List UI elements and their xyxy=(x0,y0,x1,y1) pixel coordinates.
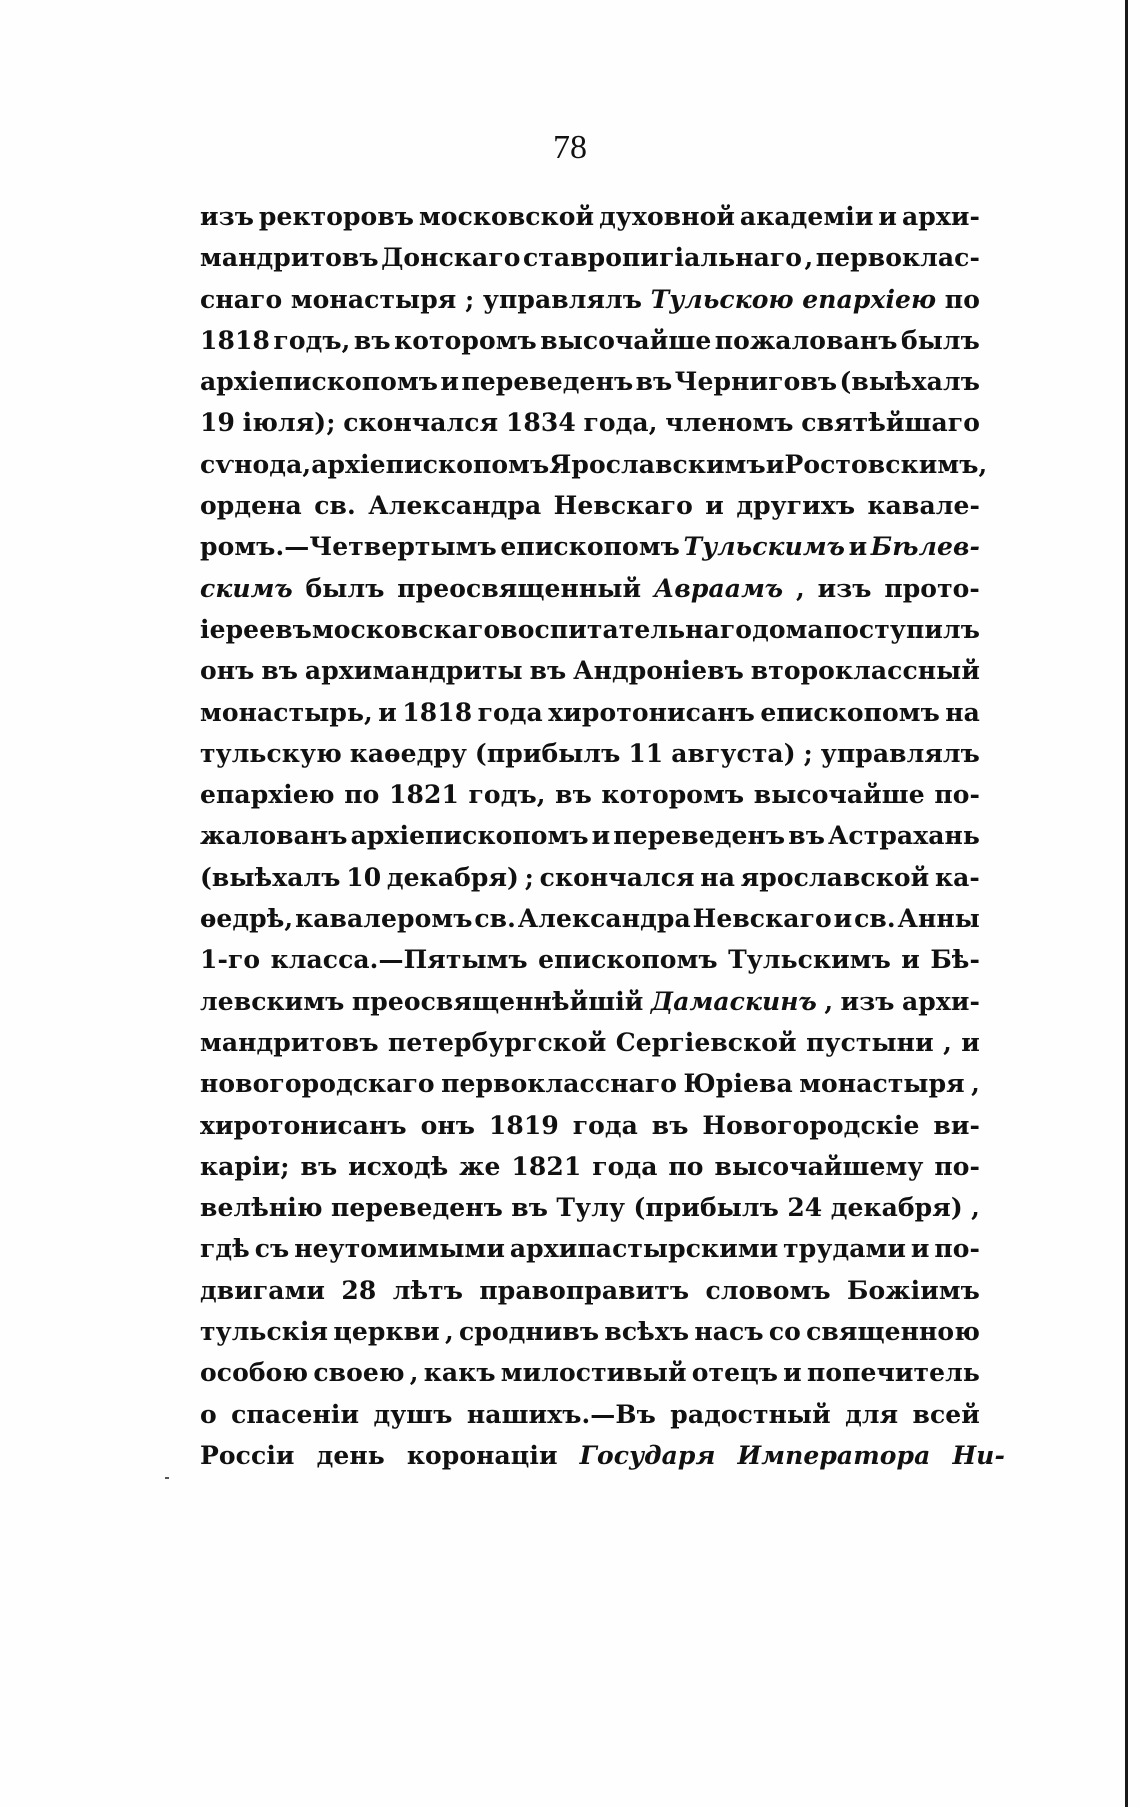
word: Невскаго xyxy=(553,491,693,521)
text-line xyxy=(200,1063,980,1104)
word: петербургской xyxy=(388,1027,607,1057)
word: , xyxy=(824,986,834,1016)
word: епископомъ xyxy=(538,945,718,975)
word: Анны xyxy=(897,904,980,934)
italic-word: Тульскою xyxy=(650,284,794,314)
word: правоправитъ xyxy=(479,1275,690,1305)
word: преосвященнѣйшій xyxy=(351,986,644,1016)
word: 19 xyxy=(200,408,235,438)
text-line xyxy=(200,692,980,733)
word: трудами xyxy=(783,1234,906,1264)
italic-word: Дамаскинъ xyxy=(650,986,817,1016)
word: и xyxy=(848,532,868,562)
word: августа) xyxy=(671,738,796,768)
word: , xyxy=(409,1358,419,1388)
word: высочайшему xyxy=(714,1151,924,1181)
text-line xyxy=(200,361,980,402)
word: на xyxy=(700,862,735,892)
word: архи- xyxy=(901,202,980,231)
word: священною xyxy=(806,1317,980,1347)
word: 1818 xyxy=(200,325,270,355)
word: другихъ xyxy=(736,491,856,521)
word: Тульскимъ xyxy=(728,945,891,975)
text-line xyxy=(200,402,980,443)
word: ; xyxy=(803,738,813,768)
text-line xyxy=(200,650,980,691)
word: ярославской xyxy=(740,862,930,892)
word: 28 xyxy=(341,1275,377,1305)
text-line xyxy=(200,733,980,774)
word: въ xyxy=(261,656,299,686)
word: своею xyxy=(313,1358,405,1388)
word: Тулу xyxy=(556,1193,626,1223)
word: съ xyxy=(254,1234,290,1264)
word: двигами xyxy=(200,1275,326,1305)
word: попечитель xyxy=(806,1358,980,1388)
word: каѳедру xyxy=(349,738,468,768)
word: Новогородскіе xyxy=(702,1110,920,1140)
word: отецъ xyxy=(691,1358,778,1388)
word: онъ xyxy=(420,1110,476,1140)
word: святѣйшаго xyxy=(801,408,980,438)
word: Невскаго xyxy=(692,904,832,934)
text-line xyxy=(200,485,980,526)
word: словомъ xyxy=(705,1275,831,1305)
word: тульскія xyxy=(200,1317,329,1347)
scan-speck xyxy=(165,1477,169,1479)
word: епископомъ xyxy=(500,532,680,562)
word: по- xyxy=(934,780,980,810)
text-line xyxy=(200,1146,980,1187)
word: для xyxy=(845,1399,899,1429)
word: день xyxy=(316,1440,385,1470)
word: духовной xyxy=(599,202,736,231)
word: года xyxy=(477,697,543,727)
word: и xyxy=(910,1234,930,1264)
word: Божіимъ xyxy=(847,1275,980,1305)
word: годъ, xyxy=(468,780,546,810)
word: прото- xyxy=(884,573,980,603)
word: и xyxy=(878,202,898,231)
word: высочайше xyxy=(753,780,925,810)
word: изъ xyxy=(200,202,254,231)
text-line xyxy=(200,609,980,650)
word: декабря) xyxy=(830,1193,963,1223)
word: душъ xyxy=(373,1399,453,1429)
scan-page-edge xyxy=(1125,0,1128,1807)
text-line xyxy=(200,568,980,609)
word: по- xyxy=(934,1234,980,1264)
word: управлялъ xyxy=(820,738,980,768)
word: которомъ xyxy=(601,780,745,810)
word: Ярославскимъ xyxy=(549,449,766,479)
word: Юріева xyxy=(683,1069,793,1099)
word: ставропигіальнаго xyxy=(522,243,803,273)
word: (прибылъ xyxy=(633,1193,779,1223)
text-line xyxy=(200,320,980,361)
word: (выѣхалъ xyxy=(200,862,341,892)
word: пустыни xyxy=(806,1027,934,1057)
word: монастырь, xyxy=(200,697,373,727)
word: Александра xyxy=(517,904,691,934)
word: спасеніи xyxy=(231,1399,360,1429)
word: снаго xyxy=(200,284,283,314)
word: первокласснаго xyxy=(441,1069,678,1099)
text-line xyxy=(200,939,980,980)
word: въ xyxy=(300,1151,338,1181)
word: скончался xyxy=(539,862,695,892)
word: былъ xyxy=(900,325,980,355)
text-line xyxy=(200,1352,980,1393)
italic-word: Императора xyxy=(737,1440,931,1470)
text-line xyxy=(200,981,980,1022)
word: архимандриты xyxy=(304,656,523,686)
word: пожалованъ xyxy=(714,325,898,355)
word: скончался xyxy=(343,408,499,438)
word: 1-го xyxy=(200,945,261,975)
italic-word: Государя xyxy=(579,1440,716,1470)
word: Донскаго xyxy=(381,243,521,273)
text-line xyxy=(200,1187,980,1228)
text-line xyxy=(200,774,980,815)
word: архіепископомъ xyxy=(350,821,589,851)
word: тульскую xyxy=(200,738,342,768)
word: Россіи xyxy=(200,1440,295,1470)
word: высочайше xyxy=(540,325,712,355)
word: особою xyxy=(200,1358,309,1388)
word: въ xyxy=(788,821,825,851)
word: 10 xyxy=(346,862,382,892)
text-line xyxy=(200,237,980,278)
word: въ xyxy=(353,325,391,355)
text-line xyxy=(200,1270,980,1311)
word: Бѣ- xyxy=(930,945,980,975)
word: и xyxy=(440,367,460,397)
italic-word: епархіею xyxy=(802,284,937,314)
word: новогородскаго xyxy=(200,1069,435,1099)
word: въ xyxy=(529,656,567,686)
text-line xyxy=(200,1435,1005,1476)
italic-word: скимъ xyxy=(200,573,293,603)
word: въ xyxy=(555,780,592,810)
word: Сергіевской xyxy=(615,1027,797,1057)
word: коронаціи xyxy=(406,1440,558,1470)
text-line xyxy=(200,1022,980,1063)
word: (выѣхалъ xyxy=(839,367,980,397)
word: переведенъ xyxy=(461,367,634,397)
word: жалованъ xyxy=(200,821,348,851)
word: всей xyxy=(912,1399,980,1429)
word: 1834 xyxy=(505,408,576,438)
word: о xyxy=(200,1399,217,1429)
word: 1818 xyxy=(402,697,473,727)
word: годъ, xyxy=(273,325,351,355)
word: Черниговъ xyxy=(674,367,838,397)
text-line xyxy=(200,898,980,939)
word: мандритовъ xyxy=(200,1027,379,1057)
word: московскаго xyxy=(311,614,501,644)
text-line xyxy=(200,857,980,898)
word: хиротонисанъ xyxy=(200,1110,407,1140)
word: сѵнода, xyxy=(200,449,312,479)
word: каріи; xyxy=(200,1151,290,1181)
word: изъ xyxy=(840,986,895,1016)
word: академіи xyxy=(739,202,874,231)
word: архіепископомъ xyxy=(200,367,439,397)
word: по xyxy=(668,1151,704,1181)
word: 11 xyxy=(628,738,664,768)
italic-word: Ни- xyxy=(952,1440,1005,1470)
word: неутомимыми xyxy=(294,1234,505,1264)
word: , xyxy=(795,573,805,603)
text-line xyxy=(200,444,988,485)
word: изъ xyxy=(817,573,872,603)
word: архи- xyxy=(901,986,980,1016)
word: ѳедрѣ, xyxy=(200,904,294,934)
word: ви- xyxy=(933,1110,980,1140)
word: сроднивъ xyxy=(458,1317,600,1347)
word: левскимъ xyxy=(200,986,345,1016)
word: ; xyxy=(464,284,475,314)
word: же xyxy=(459,1151,501,1181)
word: года xyxy=(592,1151,658,1181)
word: (прибылъ xyxy=(474,738,621,768)
word: исходѣ xyxy=(348,1151,449,1181)
word: , xyxy=(943,1027,952,1057)
word: дома xyxy=(752,614,824,644)
word: 1821 xyxy=(388,780,459,810)
word: и xyxy=(705,491,724,521)
word: гдѣ xyxy=(200,1234,250,1264)
word: церкви xyxy=(333,1317,440,1347)
italic-word: Бѣлев- xyxy=(870,532,980,562)
word: по- xyxy=(934,1151,980,1181)
word: воспитательнаго xyxy=(500,614,753,644)
text-line xyxy=(200,196,980,237)
text-line xyxy=(200,1311,980,1352)
word: Александра xyxy=(368,491,542,521)
word: и xyxy=(591,821,611,851)
word: ректоровъ xyxy=(258,202,415,231)
italic-word: Тульскимъ xyxy=(683,532,845,562)
word: епископомъ xyxy=(760,697,940,727)
word: , xyxy=(971,1069,980,1099)
word: кавалеромъ xyxy=(295,904,473,934)
word: радостный xyxy=(670,1399,831,1429)
word: 24 xyxy=(787,1193,823,1223)
word: и xyxy=(833,904,853,934)
word: преосвященный xyxy=(397,573,642,603)
word: , xyxy=(971,1193,980,1223)
word: и xyxy=(378,697,397,727)
word: второклассный xyxy=(750,656,980,686)
text-line xyxy=(200,815,980,856)
word: онъ xyxy=(200,656,255,686)
word: Ростовскимъ, xyxy=(784,449,988,479)
word: ордена xyxy=(200,491,302,521)
text-line xyxy=(200,526,980,567)
word: и xyxy=(961,1027,980,1057)
word: управлялъ xyxy=(482,284,643,314)
body-text xyxy=(200,196,1005,1476)
word: какъ xyxy=(423,1358,496,1388)
word: насъ xyxy=(694,1317,764,1347)
word: 1819 xyxy=(488,1110,559,1140)
word: хиротонисанъ xyxy=(548,697,755,727)
word: Андроніевъ xyxy=(573,656,744,686)
word: и xyxy=(783,1358,802,1388)
word: лѣтъ xyxy=(392,1275,464,1305)
word: и xyxy=(765,449,785,479)
word: монастыря xyxy=(290,284,457,314)
word: велѣнію xyxy=(200,1193,323,1223)
word: мандритовъ xyxy=(200,243,379,273)
word: членомъ xyxy=(665,408,794,438)
word: переведенъ xyxy=(331,1193,503,1223)
word: св. xyxy=(314,491,356,521)
word: которомъ xyxy=(394,325,537,355)
text-line xyxy=(200,1105,980,1146)
word: и xyxy=(901,945,920,975)
word: по xyxy=(944,284,980,314)
text-line xyxy=(200,1228,980,1269)
word: поступилъ xyxy=(823,614,980,644)
word: всѣхъ xyxy=(604,1317,690,1347)
word: декабря) xyxy=(386,862,519,892)
word: іюля); xyxy=(242,408,336,438)
word: по xyxy=(344,780,380,810)
word: первоклас- xyxy=(815,243,980,273)
word: св. xyxy=(854,904,896,934)
page-number: 78 xyxy=(553,129,587,166)
italic-word: Авраамъ xyxy=(653,573,784,603)
word: нашихъ.—Въ xyxy=(466,1399,656,1429)
word: архипастырскими xyxy=(509,1234,779,1264)
word: года, xyxy=(583,408,658,438)
word: архіепископомъ xyxy=(311,449,550,479)
word: переведенъ xyxy=(613,821,786,851)
word: кавале- xyxy=(867,491,980,521)
word: въ xyxy=(651,1110,689,1140)
word: милостивый xyxy=(500,1358,687,1388)
word: монастыря xyxy=(799,1069,965,1099)
word: епархіею xyxy=(200,780,335,810)
word: 1821 xyxy=(511,1151,582,1181)
word: ромъ.—Четвертымъ xyxy=(200,532,497,562)
word: , xyxy=(804,243,814,273)
word: былъ xyxy=(305,573,385,603)
word: ; xyxy=(524,862,534,892)
word: со xyxy=(768,1317,801,1347)
word: класса.—Пятымъ xyxy=(270,945,528,975)
word: Астрахань xyxy=(827,821,980,851)
word: іереевъ xyxy=(200,614,312,644)
word: св. xyxy=(474,904,516,934)
text-line xyxy=(200,1394,980,1435)
word: на xyxy=(945,697,980,727)
word: въ xyxy=(635,367,673,397)
word: московской xyxy=(418,202,595,231)
text-line xyxy=(200,279,980,320)
word: ка- xyxy=(934,862,980,892)
word: , xyxy=(444,1317,454,1347)
word: года xyxy=(572,1110,638,1140)
word: въ xyxy=(511,1193,549,1223)
